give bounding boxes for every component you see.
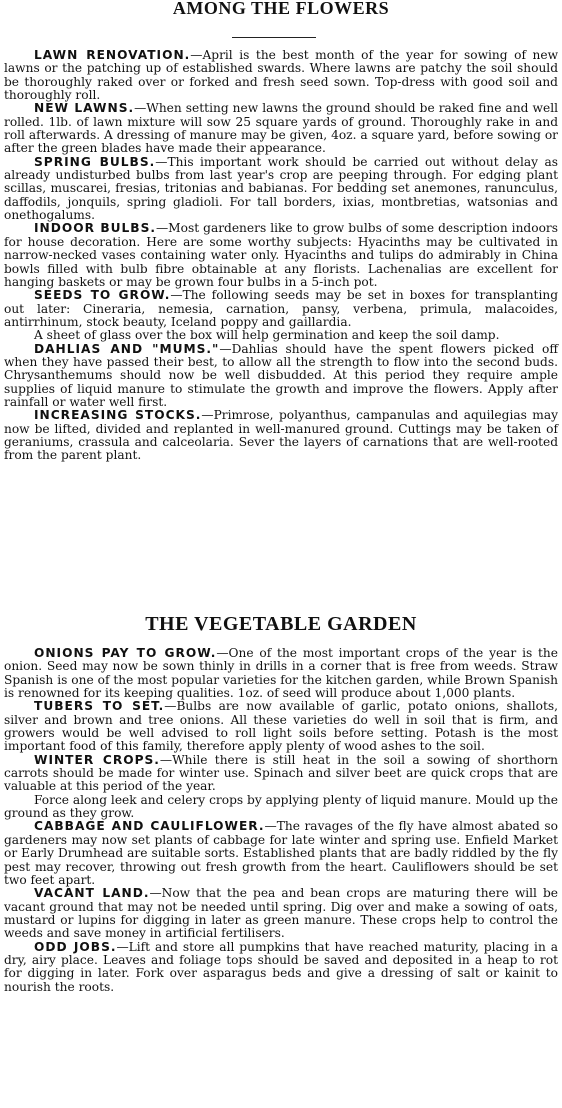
article-paragraph (4, 820, 558, 887)
paragraph-text: —April is the best month of the year for sowing of new lawns or the patching up of established swards. Where lawns are patchy the soil should be thoroughly raked over or forked and fresh seed sown. Top-dress with good soil and thoroughly roll. (4, 48, 558, 103)
article-paragraph (4, 49, 558, 102)
paragraph-text: Force along leek and celery crops by applying plenty of liquid manure. Mould up the ground as they grow. (4, 792, 558, 821)
paragraph-heading: SPRING BULBS. (34, 154, 156, 169)
paragraph-heading: CABBAGE AND CAULIFLOWER. (34, 819, 265, 834)
article-paragraph (4, 754, 558, 794)
paragraph-heading: WINTER CROPS. (34, 752, 160, 767)
article-paragraph (4, 343, 558, 410)
article-paragraph (4, 222, 558, 289)
section-title-flowers: AMONG THE FLOWERS (172, 0, 390, 18)
paragraph-heading: ODD JOBS. (34, 939, 117, 954)
paragraph-text: —Primrose, polyanthus, campanulas and aquilegias may now be lifted, divided and replanted in well-manured ground. Cuttings may be taken of geraniums, crassula and calceolaria. Sever the layers of carnations that are well-rooted from the parent plant. (4, 408, 558, 463)
paragraph-text: —The ravages of the fly have almost abated so gardeners may now set plants of cabbage for late winter and spring use. Enfield Market or Early Drumhead are suitable sorts. Established plants that are badly riddled by the fly pest may recover, throwing out fresh growth from the heart. Cauliflowers should be set two feet apart. (4, 819, 558, 887)
paragraph-heading: ONIONS PAY TO GROW. (34, 646, 217, 660)
paragraph-text: —Most gardeners like to grow bulbs of some description indoors for house decoration. Here are some worthy subjects: Hyacinths may be cultivated in narrow-necked vases containing water only. Hyacinths and tulips do admirably in China bowls filled with bulb fibre obtainable at any florists. Lachenalias are excellent for hanging baskets or may be grown four bulbs in a 5-inch pot. (4, 221, 558, 289)
paragraph-heading: NEW LAWNS. (34, 101, 135, 116)
article-paragraph (4, 794, 558, 821)
title-rule (232, 37, 316, 38)
paragraph-text: —This important work should be carried out without delay as already undisturbed bulbs from last year's crop are peeping through. For edging plant scillas, muscarei, fresias, tritonias and babianas. For bedding set anemones, ranunculus, daffodils, jonquils, spring gladioli. For tall borders, ixias, montbretias, watsonias and onethogalums. (4, 154, 558, 223)
paragraph-heading: SEEDS TO GROW. (34, 288, 171, 303)
flowers-section (4, 49, 558, 463)
paragraph-heading: INCREASING STOCKS. (34, 408, 202, 423)
article-paragraph (4, 409, 558, 462)
paragraph-text: —While there is still heat in the soil a sowing of shorthorn carrots should be made for winter use. Spinach and silver beet are quick crops that are valuable at this period of the year. (4, 752, 558, 794)
article-paragraph (4, 941, 558, 994)
paragraph-text: —Bulbs are now available of garlic, potato onions, shallots, silver and brown and tree onions. All these varieties do well in soil that is firm, and growers would be well advised to roll light soils before setting. Potash is the most important food of this family, therefore apply plenty of wood ashes to the soil. (4, 699, 558, 754)
section-title-vegetable: THE VEGETABLE GARDEN (145, 613, 417, 635)
paragraph-text: —Now that the pea and bean crops are maturing there will be vacant ground that may not be needed until spring. Dig over and make a sowing of oats, mustard or lupins for digging in later as green manure. These crops help to control the weeds and save money in artificial fertilisers. (4, 886, 558, 941)
paragraph-heading: TUBERS TO SET. (34, 699, 165, 714)
paragraph-text: —Dahlias should have the spent flowers picked off when they have passed their best, to allow all the strength to flow into the second buds. Chrysanthemums should now be well disbudded. At this period they require ample supplies of liquid manure to stimulate the growth and improve the flowers. Apply after rainfall or water well first. (4, 341, 558, 409)
paragraph-text: —One of the most important crops of the year is the onion. Seed may now be sown thinly in drills in a corner that is free from weeds. Straw Spanish is one of the most popular varieties for the kitchen garden, while Brown Spanish is renowned for its keeping qualities. 1oz. of seed will produce about 1,000 plants. (4, 646, 558, 701)
paragraph-text: —The following seeds may be set in boxes for transplanting out later: Cineraria, nemesia, carnation, pansy, verbena, primula, malacoides, antirrhinum, stock beauty, Iceland poppy and gaillardia. (4, 288, 558, 329)
article-paragraph (4, 700, 558, 753)
paragraph-heading: LAWN RENOVATION. (34, 48, 191, 62)
article-paragraph (4, 647, 558, 700)
paragraph-text: —Lift and store all pumpkins that have reached maturity, placing in a dry, airy place. Leaves and foliage tops should be saved and deposited in a heap to rot for digging in later. Fork over asparagus beds and give a dressing of salt or kainit to nourish the roots. (4, 939, 558, 994)
paragraph-text: A sheet of glass over the box will help germination and keep the soil damp. (34, 328, 500, 343)
paragraph-heading: VACANT LAND. (34, 886, 150, 901)
paragraph-heading: DAHLIAS AND "MUMS." (34, 341, 220, 356)
article-paragraph (4, 329, 558, 342)
article-paragraph (4, 102, 558, 155)
paragraph-heading: INDOOR BULBS. (34, 221, 156, 236)
article-paragraph (4, 289, 558, 329)
vegetable-section (4, 647, 558, 994)
article-paragraph (4, 887, 558, 940)
paragraph-text: —When setting new lawns the ground should be raked fine and well rolled. 1lb. of lawn mixture will sow 25 square yards of ground. Thoroughly rake in and roll afterwards. A dressing of manure may be given, 4oz. a square yard, before sowing or after the green blades have made their appearance. (4, 101, 558, 156)
article-paragraph (4, 156, 558, 223)
